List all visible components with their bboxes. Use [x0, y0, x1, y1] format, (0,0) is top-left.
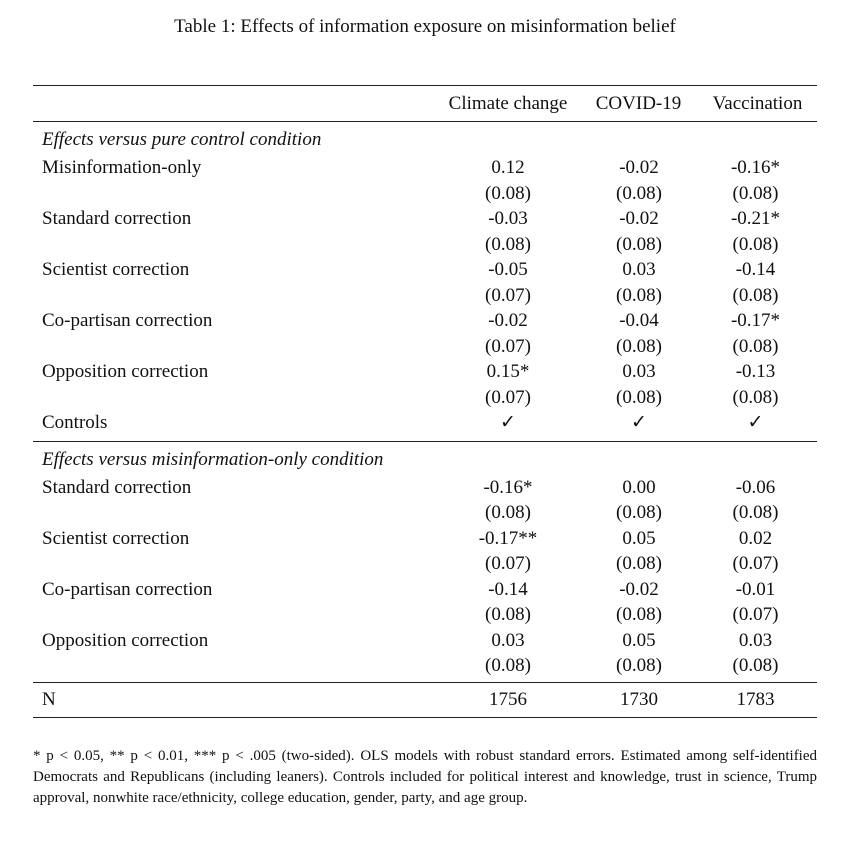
- table-row: [33, 475, 817, 501]
- row-label: N: [42, 688, 56, 710]
- row-label: Scientist correction: [42, 527, 190, 549]
- se-row: [33, 653, 817, 679]
- se-cell: (0.08): [732, 284, 779, 306]
- results-table: [33, 85, 817, 718]
- row-label: Opposition correction: [42, 629, 209, 651]
- section-title-row: [33, 442, 817, 475]
- section-title-row: [33, 122, 817, 155]
- table-caption: Table 1: Effects of information exposure on misinformation belief: [174, 16, 676, 37]
- estimate-cell: 0.12: [491, 157, 525, 178]
- row-label: Scientist correction: [42, 259, 190, 280]
- estimate-cell: -0.16*: [730, 157, 781, 178]
- header-row: [33, 86, 817, 121]
- estimate-cell: -0.13: [735, 361, 776, 382]
- estimate-cell: -0.04: [619, 310, 659, 331]
- n-row: [33, 683, 817, 717]
- se-cell: (0.07): [485, 386, 531, 408]
- estimate-cell: -0.05: [488, 259, 528, 280]
- estimate-cell: 0.00: [622, 476, 656, 498]
- estimate-cell: -0.14: [735, 259, 776, 280]
- estimate-cell: -0.02: [619, 157, 659, 178]
- bottom-rule: [33, 717, 817, 718]
- column-header-covid: COVID-19: [595, 93, 682, 114]
- se-cell: (0.08): [616, 182, 662, 204]
- se-cell: (0.07): [485, 284, 531, 306]
- section2-title: Effects versus misinformation-only condition: [42, 448, 384, 470]
- checkmark-icon: ✓: [747, 412, 764, 433]
- column-header-climate: Climate change: [448, 93, 568, 114]
- se-cell: (0.08): [732, 502, 779, 523]
- estimate-cell: -0.02: [488, 310, 528, 331]
- n-cell: 1783: [736, 688, 775, 710]
- estimate-cell: 0.05: [622, 629, 656, 651]
- se-cell: (0.08): [616, 502, 662, 523]
- controls-row: [33, 410, 817, 436]
- estimate-cell: 0.03: [622, 361, 656, 382]
- se-cell: (0.08): [616, 386, 662, 408]
- se-row: [33, 500, 817, 526]
- se-cell: (0.07): [732, 604, 779, 625]
- checkmark-icon: ✓: [500, 412, 516, 433]
- significance-note: * p < 0.05, ** p < 0.01, *** p < .005 (two-sided).: [33, 748, 355, 764]
- section1-title: Effects versus pure control condition: [42, 129, 322, 150]
- se-cell: (0.07): [485, 335, 531, 357]
- estimate-cell: -0.16*: [483, 476, 533, 498]
- se-row: [33, 385, 817, 411]
- table-row: [33, 577, 817, 603]
- table-row: [33, 257, 817, 283]
- estimate-cell: -0.02: [619, 208, 659, 229]
- row-label: Misinformation-only: [42, 157, 202, 178]
- se-cell: (0.08): [616, 233, 662, 255]
- estimate-cell: 0.02: [738, 527, 773, 549]
- estimate-cell: -0.01: [735, 578, 776, 600]
- se-cell: (0.08): [616, 335, 662, 357]
- estimate-cell: -0.21*: [730, 208, 781, 229]
- column-header-vaccination: Vaccination: [712, 93, 803, 114]
- estimate-cell: -0.06: [735, 476, 776, 498]
- notes-text: OLS models with robust standard errors. Estimated among self-identified Democrats and Republicans (including leaners). Controls included for political interest and knowledge, trust in science, Trump approval, nonwhite race/ethnicity, college education, gender, party, and age group.: [33, 748, 818, 806]
- se-cell: (0.08): [616, 655, 662, 676]
- se-row: [33, 232, 817, 258]
- checkmark-icon: ✓: [631, 412, 647, 433]
- table-notes: [33, 746, 817, 809]
- n-cell: 1756: [489, 688, 527, 710]
- table-row: [33, 206, 817, 232]
- estimate-cell: -0.17**: [478, 527, 538, 549]
- se-row: [33, 551, 817, 577]
- se-cell: (0.08): [616, 553, 662, 574]
- se-cell: (0.08): [732, 655, 779, 676]
- n-cell: 1730: [620, 688, 658, 710]
- estimate-cell: -0.02: [619, 578, 659, 600]
- estimate-cell: -0.14: [488, 578, 528, 600]
- row-label: Standard correction: [42, 208, 192, 229]
- row-label: Opposition correction: [42, 361, 209, 382]
- table-row: [33, 155, 817, 181]
- se-row: [33, 334, 817, 360]
- se-row: [33, 283, 817, 309]
- se-cell: (0.08): [485, 655, 531, 676]
- estimate-cell: 0.03: [738, 629, 773, 651]
- se-cell: (0.08): [732, 233, 779, 255]
- row-label: Controls: [42, 412, 108, 433]
- se-row: [33, 602, 817, 628]
- estimate-cell: 0.03: [491, 629, 525, 651]
- section1-body: [33, 155, 817, 436]
- se-cell: (0.08): [732, 386, 779, 408]
- se-cell: (0.08): [485, 182, 531, 204]
- se-cell: (0.08): [732, 182, 779, 204]
- estimate-cell: 0.15*: [486, 361, 530, 382]
- se-cell: (0.08): [485, 233, 531, 255]
- se-cell: (0.08): [485, 502, 531, 523]
- se-cell: (0.07): [732, 553, 779, 574]
- se-cell: (0.08): [616, 284, 662, 306]
- section2-body: [33, 475, 817, 679]
- estimate-cell: -0.03: [488, 208, 528, 229]
- se-cell: (0.08): [616, 604, 662, 625]
- se-cell: (0.08): [485, 604, 531, 625]
- row-label: Standard correction: [42, 476, 192, 498]
- row-label: Co-partisan correction: [42, 310, 213, 331]
- se-cell: (0.08): [732, 335, 779, 357]
- table-row: [33, 628, 817, 654]
- estimate-cell: 0.03: [622, 259, 656, 280]
- se-cell: (0.07): [485, 553, 531, 574]
- table-row: [33, 526, 817, 552]
- estimate-cell: 0.05: [622, 527, 656, 549]
- row-label: Co-partisan correction: [42, 578, 213, 600]
- table-row: [33, 308, 817, 334]
- se-row: [33, 181, 817, 207]
- table-row: [33, 359, 817, 385]
- estimate-cell: -0.17*: [730, 310, 781, 331]
